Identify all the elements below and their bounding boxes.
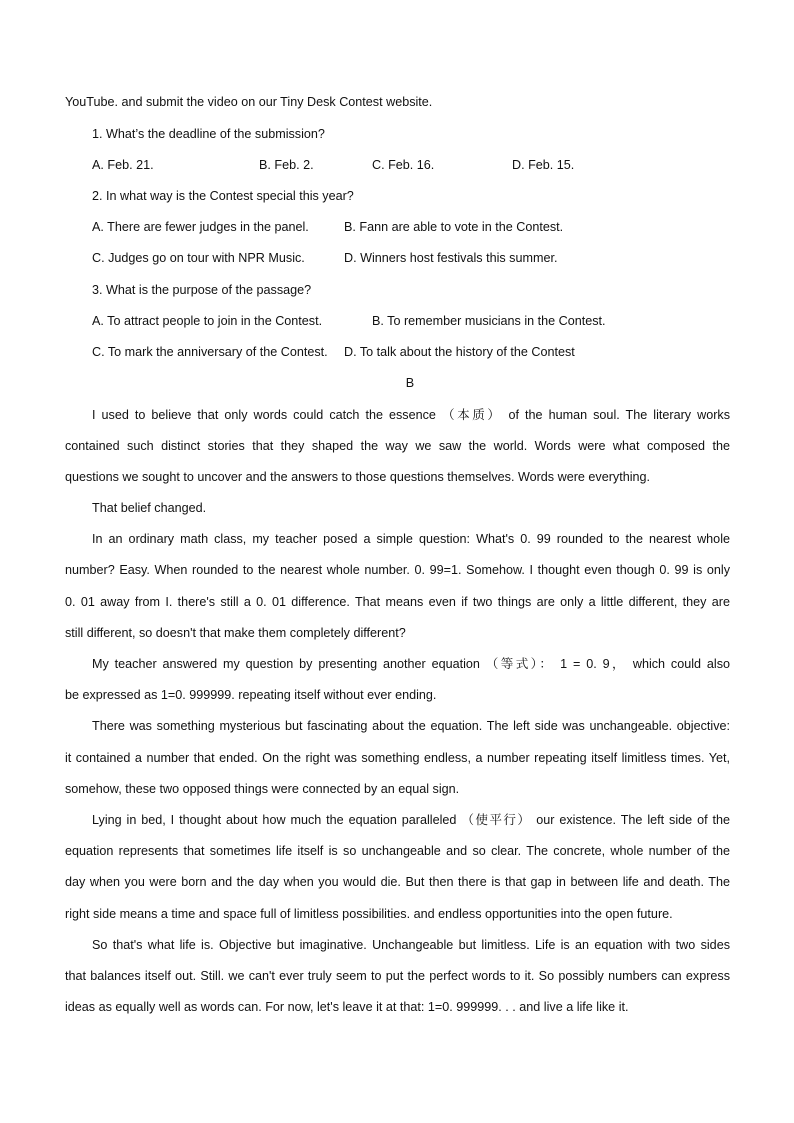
passage-line: right side means a time and space full of limitless possibilities. and endless opportunities into the open future. [65,907,673,921]
question-2-option-b: B. Fann are able to vote in the Contest. [344,220,564,234]
passage-line: still different, so doesn't that make them completely different? [65,626,406,640]
question-1-option-a: A. Feb. 21. [92,158,154,172]
question-1-option-c: C. Feb. 16. [372,158,435,172]
question-1-option-b: B. Feb. 2. [259,158,314,172]
passage-line: contained such distinct stories that they shaped the way we saw the world. Words were what composed the [65,439,730,453]
passage-line: In an ordinary math class, my teacher posed a simple question: What's 0. 99 rounded to the nearest whole [92,532,730,546]
passage-line: There was something mysterious but fascinating about the equation. The left side was unchangeable. objective: [92,719,730,733]
passage-line: it contained a number that ended. On the right was something endless, a number repeating itself limitless times. Yet, [65,751,730,765]
intro-tail-text: YouTube. and submit the video on our Tiny Desk Contest website. [65,95,433,109]
passage-line: Lying in bed, I thought about how much the equation paralleled （使平行） our existence. The left side of the [92,813,730,827]
question-2-stem: 2. In what way is the Contest special this year? [92,189,354,203]
passage-line: That belief changed. [92,501,207,515]
question-2-option-d: D. Winners host festivals this summer. [344,251,558,265]
question-1-option-d: D. Feb. 15. [512,158,575,172]
question-2-option-a: A. There are fewer judges in the panel. [92,220,309,234]
passage-line: that balances itself out. Still. we can't ever truly seem to put the perfect words to it. So possibly numbers can express [65,969,730,983]
question-3-option-b: B. To remember musicians in the Contest. [372,314,606,328]
question-1-stem: 1. What’s the deadline of the submission? [92,127,325,141]
question-3-option-a: A. To attract people to join in the Contest. [92,314,323,328]
passage-line: So that's what life is. Objective but imaginative. Unchangeable but limitless. Life is an equation with two sides [92,938,730,952]
passage-line: My teacher answered my question by presenting another equation （等式）： 1 = 0. 9， which could also [92,657,730,671]
passage-line: be expressed as 1=0. 999999. repeating itself without ever ending. [65,688,437,702]
question-3-option-d: D. To talk about the history of the Contest [344,345,575,359]
section-label: B [405,376,415,390]
passage-line: I used to believe that only words could catch the essence （本质） of the human soul. The literary works [92,408,730,422]
question-3-option-c: C. To mark the anniversary of the Contest. [92,345,328,359]
passage-line: 0. 01 away from I. there's still a 0. 01 difference. That means even if two things are only a little different, they are [65,595,730,609]
question-3-stem: 3. What is the purpose of the passage? [92,283,312,297]
passage-line: number? Easy. When rounded to the nearest whole number. 0. 99=1. Somehow. I thought even though 0. 99 is only [65,563,730,577]
passage-line: questions we sought to uncover and the answers to those questions themselves. Words were everything. [65,470,651,484]
question-2-option-c: C. Judges go on tour with NPR Music. [92,251,305,265]
passage-line: day when you were born and the day when you would die. But then there is that gap in between life and death. The [65,875,730,889]
passage-line: somehow, these two opposed things were connected by an equal sign. [65,782,460,796]
passage-line: ideas as equally well as words can. For now, let's leave it at that: 1=0. 999999. . . and live a life like it. [65,1000,629,1014]
passage-line: equation represents that sometimes life itself is so unchangeable and so clear. The concrete, whole number of the [65,844,730,858]
